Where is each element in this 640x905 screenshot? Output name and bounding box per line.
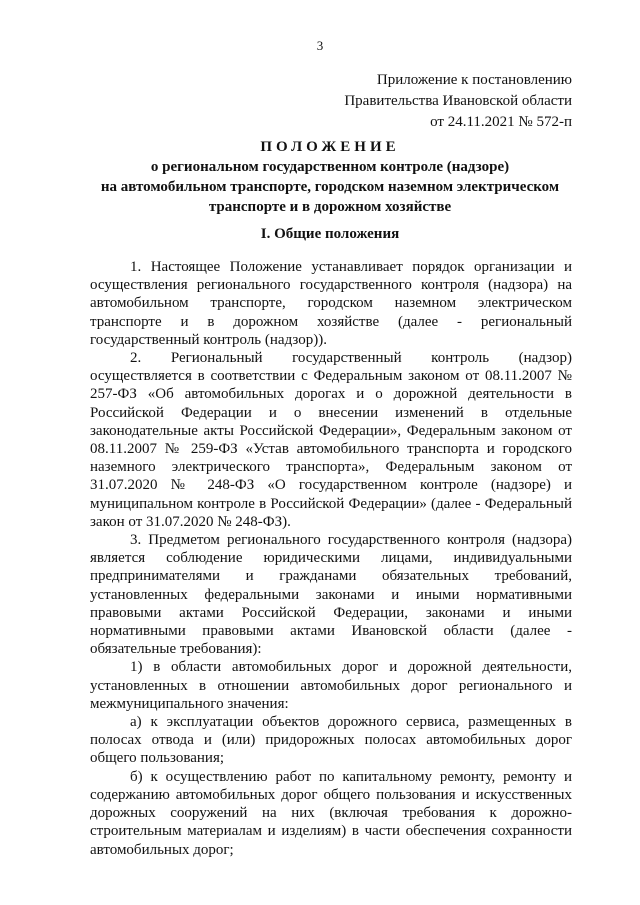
document-subtitle-2: на автомобильном транспорте, городском наземном электрическом xyxy=(100,179,560,195)
document-subtitle-3: транспорте и в дорожном хозяйстве xyxy=(208,199,452,215)
document-title-block xyxy=(90,137,570,217)
document-title: ПОЛОЖЕНИЕ xyxy=(260,139,400,155)
paragraph-3: 3. Предметом регионального государственного контроля (надзора) является соблюдение юридическими лицами, индивидуальными предпринимателями и гражданами обязательных требований, установленных федеральными законами и иными нормативными правовыми актами Российской Федерации, законами и иными нормативными правовыми актами Ивановской области (далее - обязательные требования): xyxy=(90,532,572,658)
paragraph-3-1: 1) в области автомобильных дорог и дорожной деятельности, установленных в отношении автомобильных дорог регионального и межмуниципального значения: xyxy=(90,659,572,712)
document-subtitle-1: о региональном государственном контроле (надзоре) xyxy=(150,159,510,175)
approval-line-2: Правительства Ивановской области xyxy=(344,93,572,109)
paragraph-1: 1. Настоящее Положение устанавливает порядок организации и осуществления регионального государственного контроля (надзора) на автомобильном транспорте, городском наземном электрическом транспорте и в дорожном хозяйстве (далее - региональный государственный контроль (надзор)). xyxy=(90,259,572,348)
approval-block xyxy=(344,70,572,133)
paragraph-3-1-a: а) к эксплуатации объектов дорожного сервиса, размещенных в полосах отвода и (или) придорожных полосах автомобильных дорог общего пользования; xyxy=(90,714,572,767)
section-heading: I. Общие положения xyxy=(260,226,400,242)
approval-line-3: от 24.11.2021 № 572-п xyxy=(430,114,572,130)
paragraph-2: 2. Региональный государственный контроль (надзор) осуществляется в соответствии с Федеральным законом от 08.11.2007 № 257-ФЗ «Об автомобильных дорогах и о дорожной деятельности в Российской Федерации и о внесении изменений в отдельные законодательные акты Российской Федерации», Федеральным законом от 08.11.2007 № 259-ФЗ «Устав автомобильного транспорта и городского наземного электрического транспорта», Федеральным законом от 31.07.2020 № 248-ФЗ «О государственном контроле (надзоре) и муниципальном контроле в Российской Федерации» (далее - Федеральный закон от 31.07.2020 № 248-ФЗ). xyxy=(90,350,572,530)
paragraph-3-1-b: б) к осуществлению работ по капитальному ремонту, ремонту и содержанию автомобильных дорог общего пользования и искусственных дорожных сооружений на них (включая требования к дорожно-строительным материалам и изделиям) в части обеспечения сохранности автомобильных дорог; xyxy=(90,768,572,858)
page-number: 3 xyxy=(316,38,324,53)
approval-line-1: Приложение к постановлению xyxy=(376,72,572,88)
document-body xyxy=(90,258,572,859)
